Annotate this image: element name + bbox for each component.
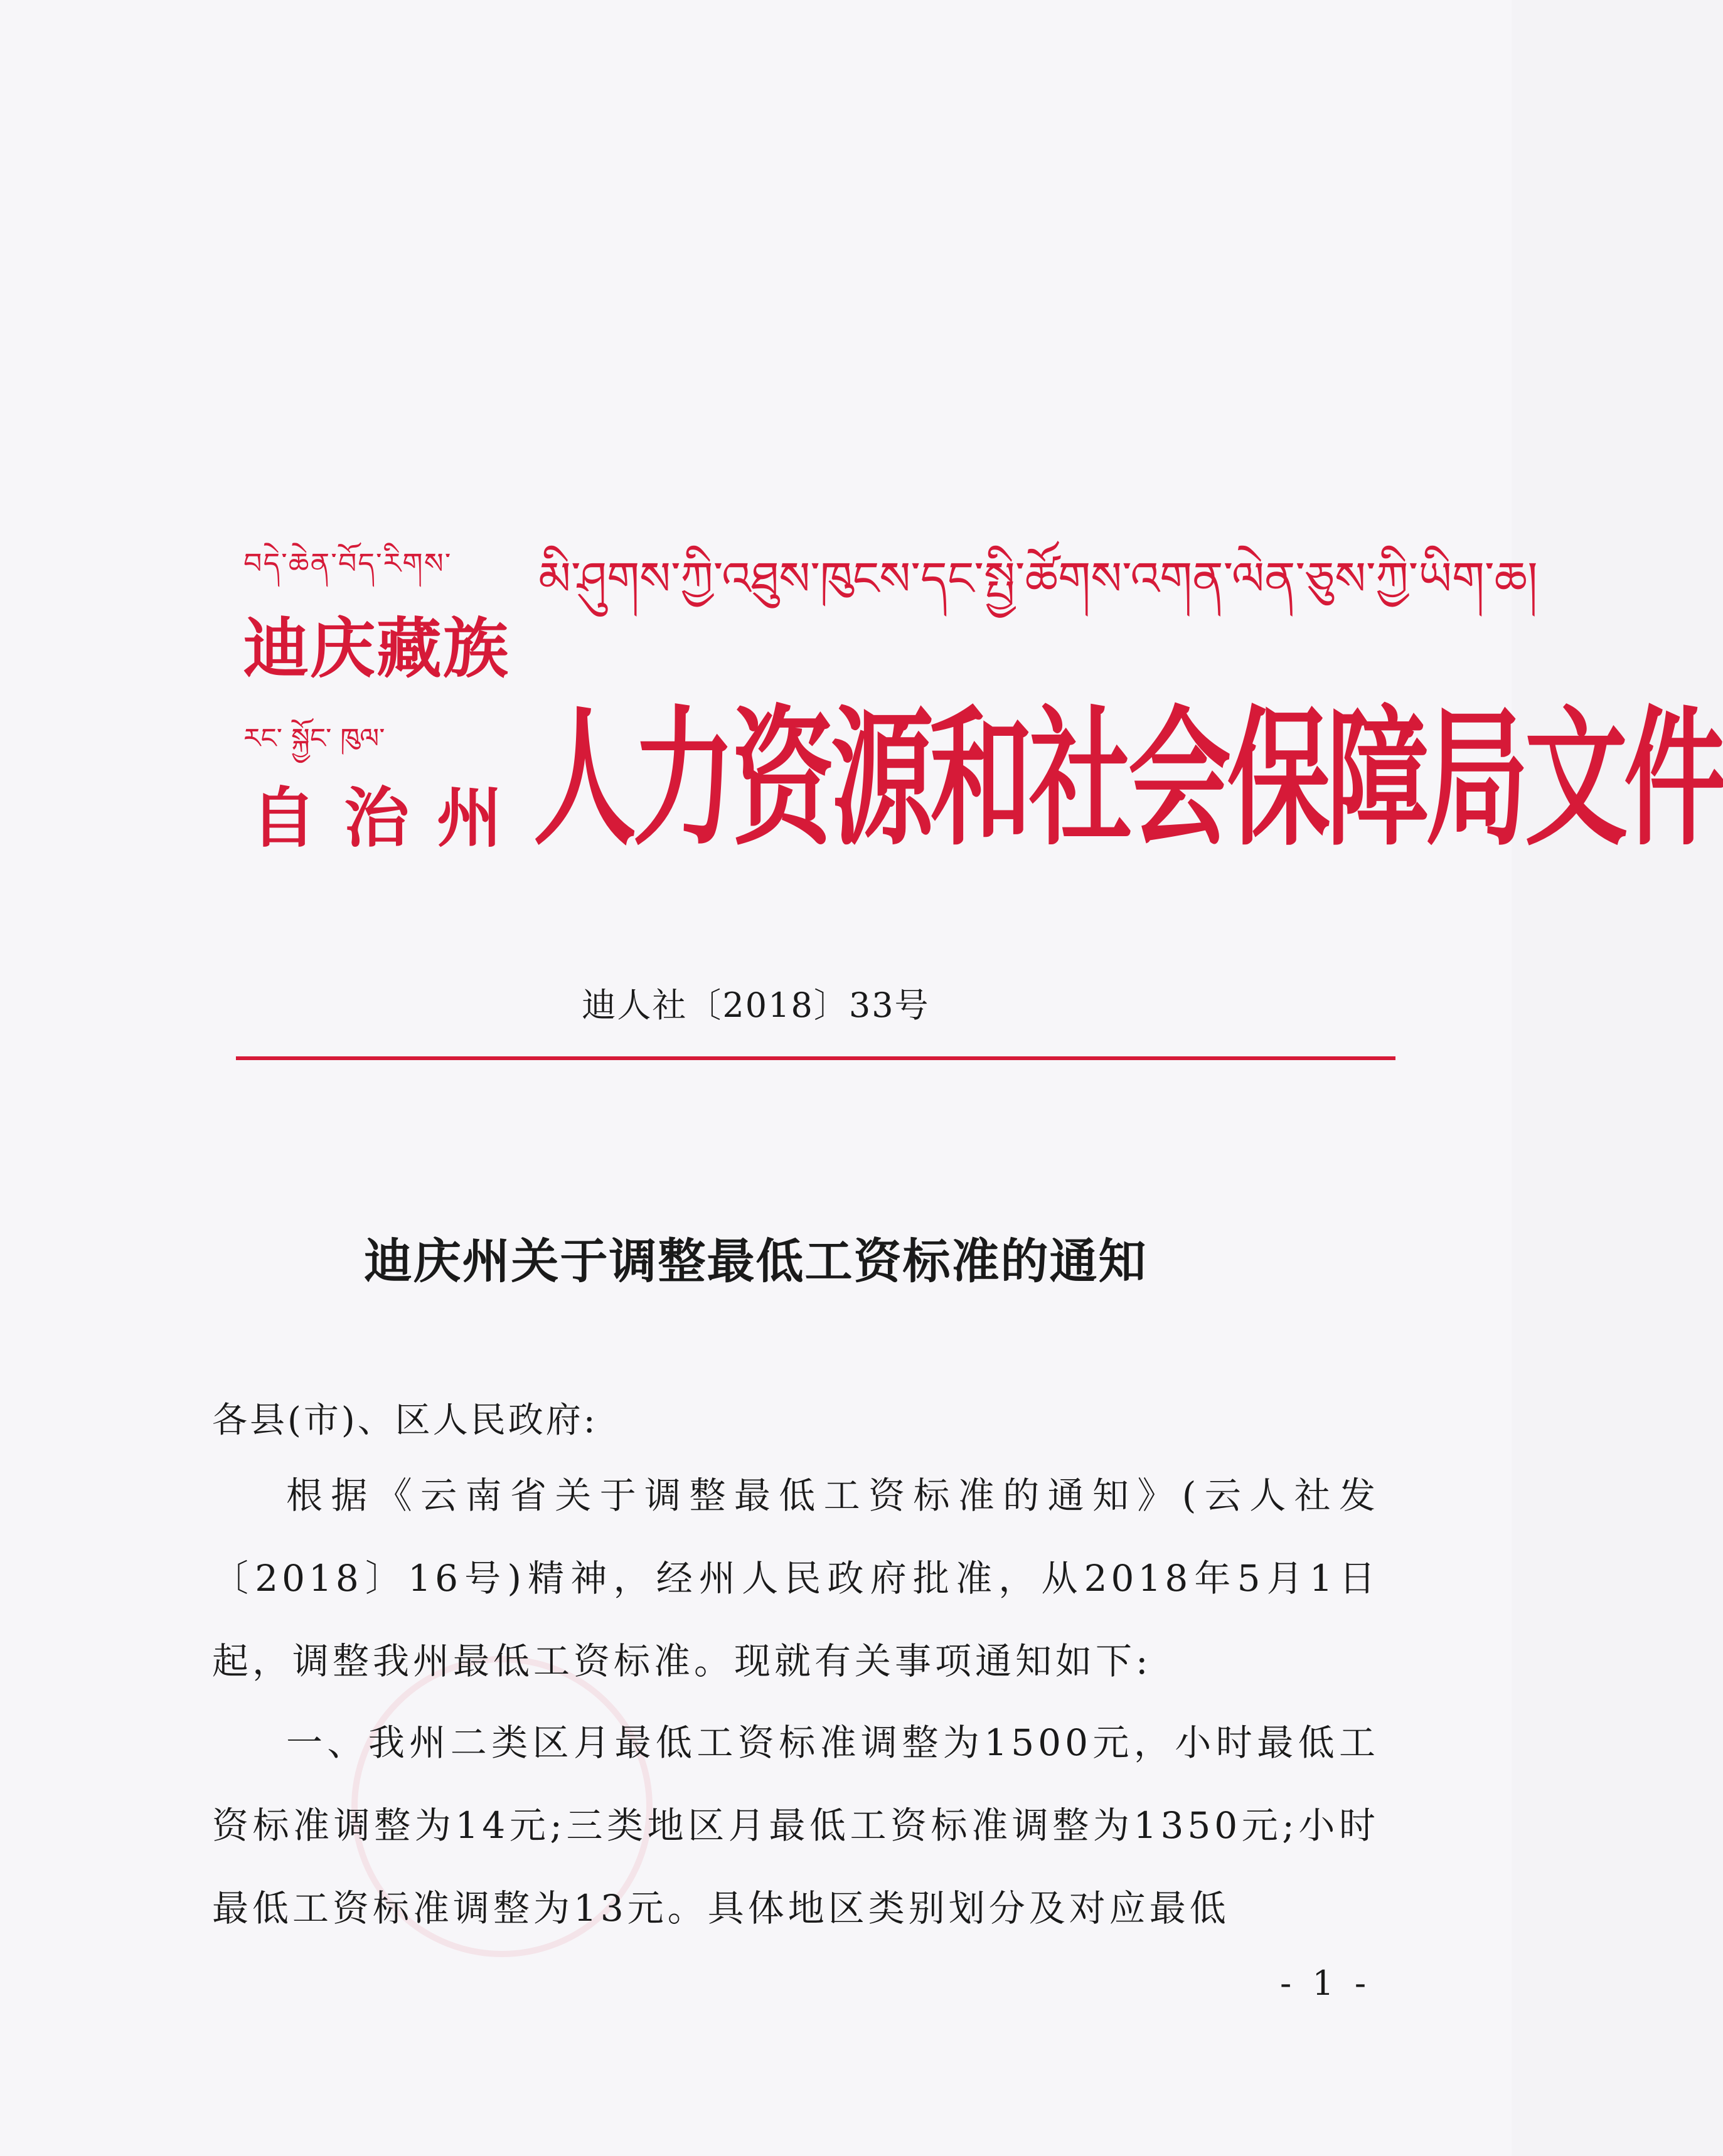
letterhead-tibetan-right: མི་ཤུགས་ཀྱི་འཐུས་ཁུངས་དང་སྤྱི་ཚོགས་འགན་ལེན་ཅུས་ཀྱི་ཡིག་ཆ། <box>538 552 1538 606</box>
letterhead-tibetan-left-bottom: རང་ སྐྱོང་ ཁུལ་ <box>243 723 385 755</box>
paragraph-1: 根据《云南省关于调整最低工资标准的通知》(云人社发〔2018〕16号)精神，经州人民政府批准，从2018年5月1日起，调整我州最低工资标准。现就有关事项通知如下: <box>212 1474 1379 1682</box>
letterhead-title-right: 人力资源和社会保障局文件 <box>533 698 1723 864</box>
paragraph-2: 一、我州二类区月最低工资标准调整为1500元，小时最低工资标准调整为14元;三类地区月最低工资标准调整为1350元;小时最低工资标准调整为13元。具体地区类别划分及对应最低 <box>212 1721 1379 1930</box>
document-title: 迪庆州关于调整最低工资标准的通知 <box>364 1233 1148 1289</box>
letterhead-title-left-bottom: 自治州 <box>251 783 530 855</box>
letterhead-title-left-top: 迪庆藏族 <box>243 613 510 686</box>
document-number: 迪人社〔2018〕33号 <box>582 985 930 1025</box>
salutation: 各县(市)、区人民政府: <box>212 1400 598 1441</box>
letterhead-red-divider <box>236 1056 1395 1060</box>
letterhead-tibetan-left-top: བདེ་ཆེན་བོད་རིགས་ <box>243 546 452 580</box>
page-number: - 1 - <box>1280 1963 1372 2003</box>
